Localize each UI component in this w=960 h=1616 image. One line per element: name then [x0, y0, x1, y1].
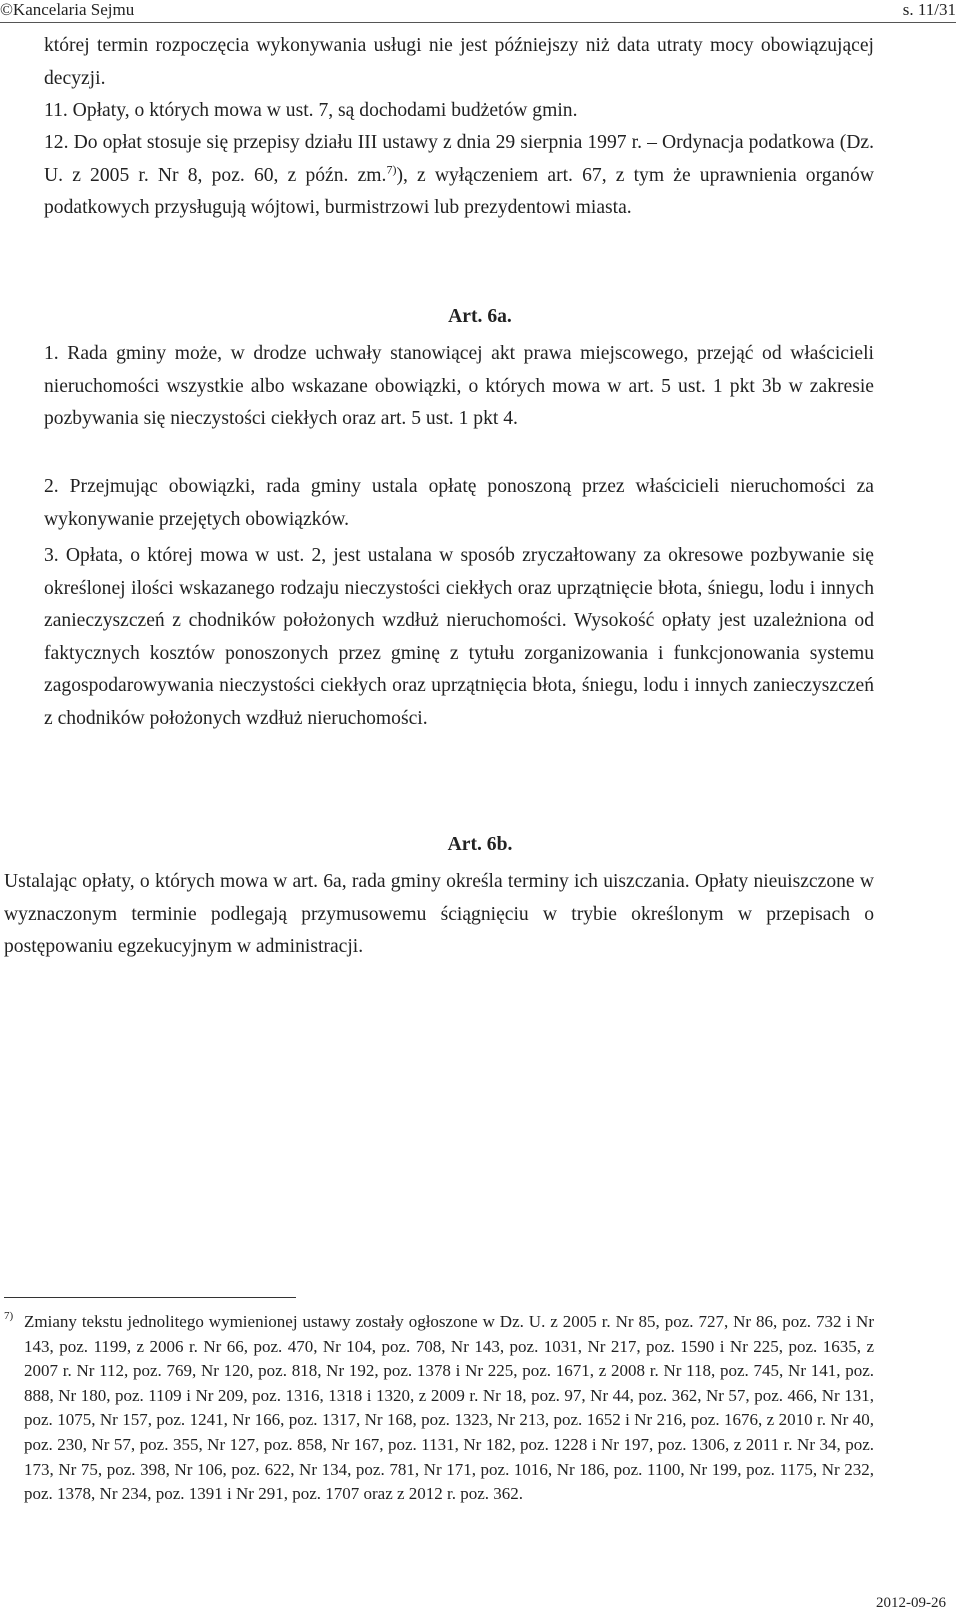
article-6a-section-2: 2. Przejmując obowiązki, rada gminy ustala opłatę ponoszoną przez właścicieli nieruchomości za wykonywanie przejętych obowiązków.	[44, 476, 874, 530]
article-6a-section-3: 3. Opłata, o której mowa w ust. 2, jest ustalana w sposób zryczałtowany za okresowe pozbywanie się określonej ilości wskazanego rodzaju nieczystości ciekłych oraz uprzątnięcie błota, śniegu, lodu i innych zanieczyszczeń z chodników położonych wzdłuż nieruchomości. Wysokość opłaty jest uzależniona od faktycznych kosztów ponoszonych przez gminę z tytułu zorganizowania i funkcjonowania systemu zagospodarowywania nieczystości ciekłych oraz uprzątnięcia błota, śniegu, lodu i innych zanieczyszczeń z chodników położonych wzdłuż nieruchomości.	[44, 545, 874, 729]
footnote-reference[interactable]: 7)	[386, 161, 397, 176]
footnote-text: Zmiany tekstu jednolitego wymienionej ustawy zostały ogłoszone w Dz. U. z 2005 r. Nr 85, poz. 727, Nr 86, poz. 732 i Nr 143, poz. 1199, z 2006 r. Nr 66, poz. 470, Nr 104, poz. 708, Nr 143, poz. 1031, Nr 217, poz. 1590 i Nr 225, poz. 1635, z 2007 r. Nr 112, poz. 769, Nr 120, poz. 818, Nr 192, poz. 1378 i Nr 225, poz. 1671, z 2008 r. Nr 118, poz. 745, Nr 141, poz. 888, Nr 180, poz. 1109 i Nr 209, poz. 1316, 1318 i 1320, z 2009 r. Nr 18, poz. 97, Nr 44, poz. 362, Nr 57, poz. 466, Nr 131, poz. 1075, Nr 157, poz. 1241, Nr 166, poz. 1317, Nr 168, poz. 1323, Nr 213, poz. 1652 i Nr 216, poz. 1676, z 2010 r. Nr 40, poz. 230, Nr 57, poz. 355, Nr 127, poz. 858, Nr 167, poz. 1131, Nr 182, poz. 1228 i Nr 197, poz. 1306, z 2011 r. Nr 34, poz. 173, Nr 75, poz. 398, Nr 106, poz. 622, Nr 134, poz. 781, Nr 171, poz. 1016, Nr 186, poz. 1100, Nr 199, poz. 1175, Nr 232, poz. 1378, Nr 234, poz. 1391 i Nr 291, poz. 1707 oraz z 2012 r. poz. 362.	[24, 1312, 874, 1504]
paragraph-continuation: której termin rozpoczęcia wykonywania usługi nie jest późniejszy niż data utraty mocy obowiązującej decyzji.	[44, 35, 874, 89]
article-6a-heading: Art. 6a.	[448, 306, 512, 327]
article-6b-text: Ustalając opłaty, o których mowa w art. 6a, rada gminy określa terminy ich uiszczania. Opłaty nieuiszczone w wyznaczonym terminie podlegają przymusowemu ściągnięciu w trybie określonym w przepisach o postępowaniu egzekucyjnym w administracji.	[4, 871, 874, 957]
footnote-marker: 7)	[4, 1310, 14, 1322]
footer-date: 2012-09-26	[876, 1595, 946, 1611]
article-6a-section-1: 1. Rada gminy może, w drodze uchwały stanowiącej akt prawa miejscowego, przejąć od właścicieli nieruchomości wszystkie albo wskazane obowiązki, o których mowa w art. 5 ust. 1 pkt 3b w zakresie pozbywania się nieczystości ciekłych oraz art. 5 ust. 1 pkt 4.	[44, 343, 874, 429]
header-rule	[0, 22, 956, 23]
footnote-separator	[4, 1297, 296, 1298]
header-page-number: s. 11/31	[902, 0, 956, 19]
paragraph-11: 11. Opłaty, o których mowa w ust. 7, są dochodami budżetów gmin.	[44, 100, 578, 121]
paragraph-12: 12. Do opłat stosuje się przepisy działu III ustawy z dnia 29 sierpnia 1997 r. – Ordynacja podatkowa (Dz. U. z 2005 r. Nr 8, poz. 60, z późn. zm.$^{7)}$), z wyłączeniem art. 67, z tym że uprawnienia organów podatkowych przysługują wójtowi, burmistrzowi lub prezydentowi miasta.	[44, 132, 875, 218]
header-copyright: ©Kancelaria Sejmu	[0, 0, 135, 19]
article-6b-heading: Art. 6b.	[447, 834, 513, 855]
